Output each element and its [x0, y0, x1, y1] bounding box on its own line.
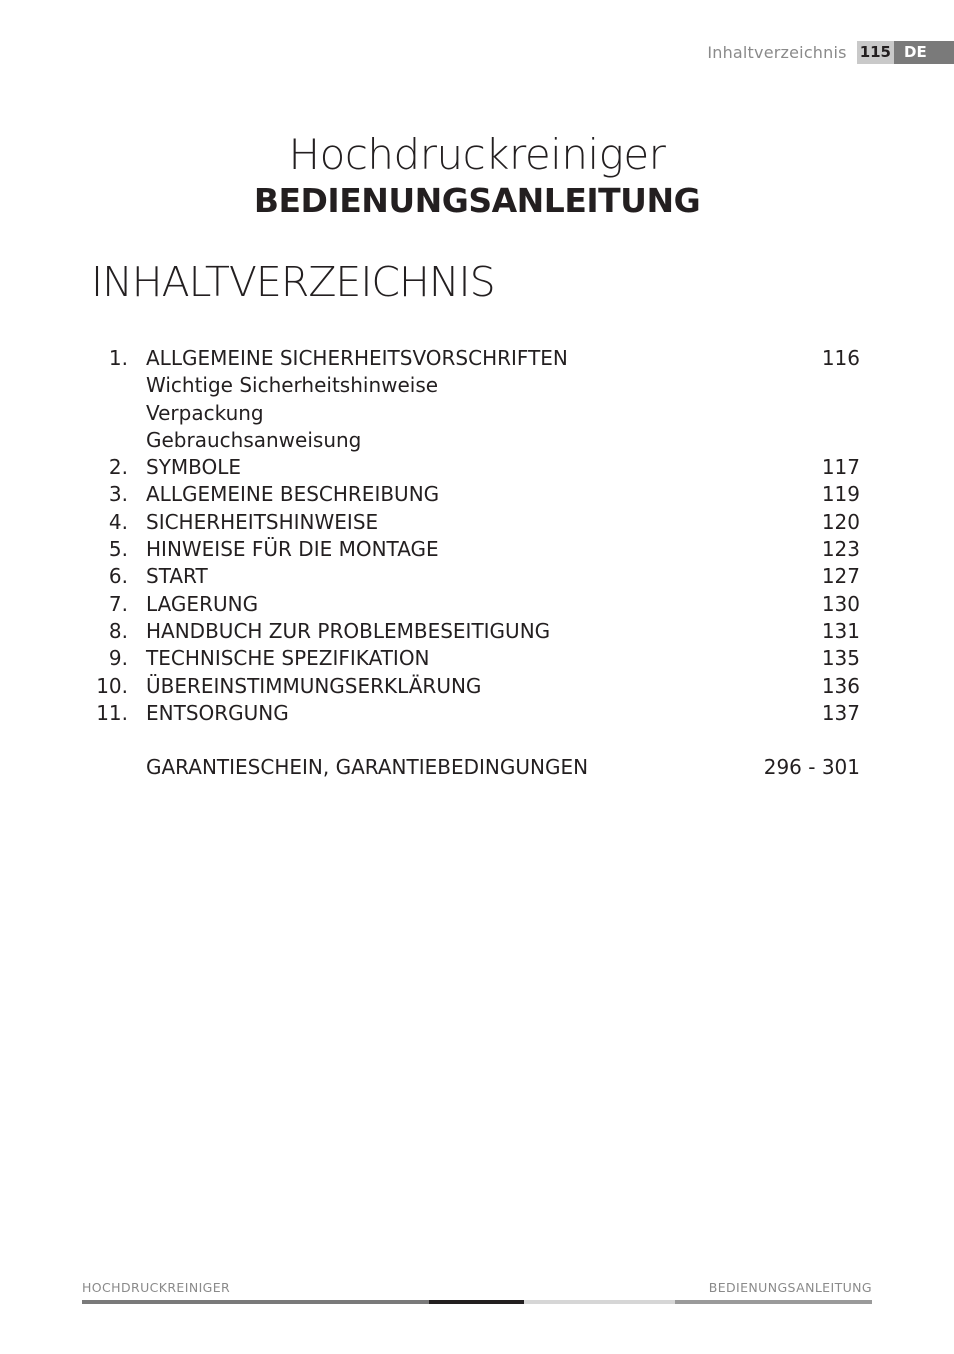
toc-row[interactable]	[0, 536, 954, 563]
toc-label: ALLGEMEINE SICHERHEITSVORSCHRIFTEN	[146, 346, 568, 370]
toc-page: 131	[821, 618, 860, 643]
toc-row[interactable]	[0, 618, 954, 645]
toc-number: 7.	[108, 591, 128, 616]
header-page-number: 115	[857, 41, 894, 64]
toc-page: 116	[821, 346, 860, 370]
toc-label: Verpackung	[146, 400, 264, 425]
toc-label: SYMBOLE	[146, 455, 242, 480]
toc-label: START	[146, 564, 208, 589]
toc-spacer	[0, 727, 954, 754]
toc-number: 4.	[108, 509, 128, 534]
header-section-title: Inhaltverzeichnis	[707, 43, 847, 62]
toc-label: Wichtige Sicherheitshinweise	[146, 373, 439, 398]
toc-row[interactable]	[0, 345, 954, 372]
toc-row[interactable]	[0, 700, 954, 727]
footer-bar-segment	[429, 1300, 524, 1304]
toc-page: 119	[821, 482, 860, 507]
toc-row[interactable]	[0, 673, 954, 700]
toc-number: 6.	[108, 564, 128, 589]
toc-row[interactable]	[0, 481, 954, 508]
toc-subrow[interactable]	[0, 400, 954, 427]
toc-number: 8.	[108, 618, 128, 643]
toc-page: 117	[821, 455, 860, 480]
toc-heading: INHALTVERZEICHNIS	[91, 258, 495, 306]
toc-subrow[interactable]	[0, 427, 954, 454]
toc-label: HINWEISE FÜR DIE MONTAGE	[146, 537, 439, 562]
page-header	[707, 41, 954, 64]
toc-label: ENTSORGUNG	[146, 700, 289, 725]
toc-label: GARANTIESCHEIN, GARANTIEBEDINGUNGEN	[146, 755, 589, 780]
document-subtitle: BEDIENUNGSANLEITUNG	[253, 181, 701, 220]
toc-page: 120	[821, 509, 860, 534]
toc-number: 11.	[96, 700, 128, 725]
table-of-contents	[0, 345, 954, 782]
footer-document-type: BEDIENUNGSANLEITUNG	[708, 1280, 872, 1295]
footer-product-name: HOCHDRUCKREINIGER	[82, 1280, 231, 1295]
toc-label: TECHNISCHE SPEZIFIKATION	[146, 646, 430, 671]
toc-page: 137	[821, 700, 860, 725]
toc-number: 1.	[108, 346, 128, 370]
toc-number: 2.	[108, 455, 128, 480]
toc-row[interactable]	[0, 454, 954, 481]
toc-row[interactable]	[0, 645, 954, 672]
toc-row[interactable]	[0, 591, 954, 618]
toc-label: ALLGEMEINE BESCHREIBUNG	[146, 482, 440, 507]
footer-bar-segment	[675, 1300, 872, 1304]
toc-page: 123	[821, 537, 860, 562]
toc-subrow[interactable]	[0, 372, 954, 399]
toc-page: 296 - 301	[763, 755, 860, 780]
toc-page: 130	[821, 591, 860, 616]
toc-label: LAGERUNG	[146, 591, 259, 616]
toc-label: ÜBEREINSTIMMUNGSERKLÄRUNG	[146, 673, 482, 698]
toc-number: 9.	[108, 646, 128, 671]
toc-row[interactable]	[0, 509, 954, 536]
toc-page: 136	[821, 673, 860, 698]
document-title: Hochdruckreiniger	[288, 130, 666, 179]
toc-label: HANDBUCH ZUR PROBLEMBESEITIGUNG	[146, 618, 551, 643]
title-block	[0, 130, 954, 222]
footer-divider	[82, 1300, 872, 1304]
toc-number: 10.	[96, 673, 128, 698]
toc-row[interactable]	[0, 563, 954, 590]
toc-number: 5.	[108, 537, 128, 562]
header-language-badge: DE	[894, 41, 954, 64]
toc-number: 3.	[108, 482, 128, 507]
footer-bar-segment	[82, 1300, 429, 1304]
toc-label: SICHERHEITSHINWEISE	[146, 509, 379, 534]
toc-page: 135	[821, 646, 860, 671]
toc-label: Gebrauchsanweisung	[146, 427, 362, 452]
toc-page: 127	[821, 564, 860, 589]
toc-row-warranty[interactable]	[0, 754, 954, 781]
footer-bar-segment	[524, 1300, 675, 1304]
